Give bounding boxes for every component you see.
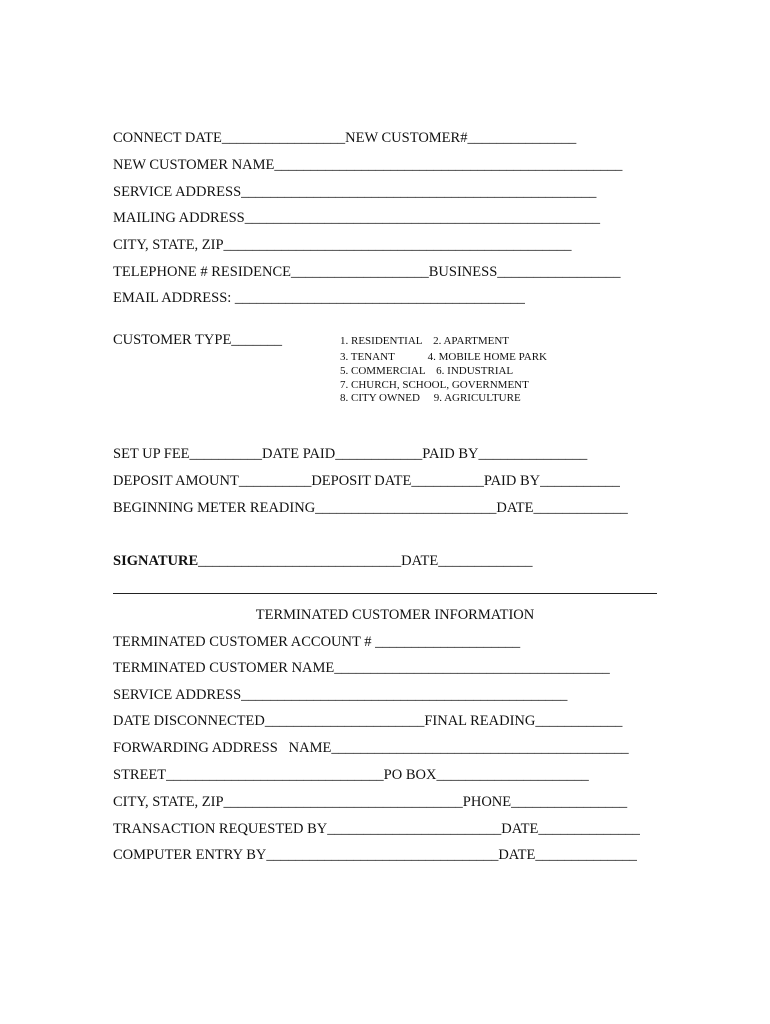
street-row: STREET______________________________PO BOX_____________________	[113, 767, 589, 783]
mailing-address-row: MAILING ADDRESS_________________________________________________	[113, 210, 600, 226]
meter-reading-row: BEGINNING METER READING_________________________DATE_____________	[113, 500, 628, 516]
new-customer-name-row: NEW CUSTOMER NAME________________________________________________	[113, 157, 623, 173]
customer-type-option: 5. COMMERCIAL 6. INDUSTRIAL	[340, 365, 514, 377]
date-disconnected-row: DATE DISCONNECTED______________________FINAL READING____________	[113, 713, 623, 729]
terminated-city-state-zip-row: CITY, STATE, ZIP_________________________________PHONE________________	[113, 794, 628, 810]
deposit-row: DEPOSIT AMOUNT__________DEPOSIT DATE__________PAID BY___________	[113, 473, 620, 489]
terminated-heading: TERMINATED CUSTOMER INFORMATION	[255, 607, 535, 623]
customer-type-label: CUSTOMER TYPE_______	[113, 332, 283, 348]
terminated-service-address-row: SERVICE ADDRESS_____________________________________________	[113, 687, 568, 703]
transaction-requested-row: TRANSACTION REQUESTED BY________________________DATE______________	[113, 821, 640, 837]
signature-row	[113, 552, 532, 570]
setup-fee-row: SET UP FEE__________DATE PAID____________PAID BY_______________	[113, 446, 588, 462]
terminated-account-row: TERMINATED CUSTOMER ACCOUNT # ____________________	[113, 634, 521, 650]
email-row: EMAIL ADDRESS: ________________________________________	[113, 290, 525, 306]
customer-type-option: 8. CITY OWNED 9. AGRICULTURE	[340, 392, 521, 404]
telephone-row: TELEPHONE # RESIDENCE___________________BUSINESS_________________	[113, 264, 621, 280]
customer-type-option: 7. CHURCH, SCHOOL, GOVERNMENT	[340, 379, 529, 391]
service-address-row: SERVICE ADDRESS_________________________________________________	[113, 184, 597, 200]
customer-type-option: 1. RESIDENTIAL 2. APARTMENT	[340, 335, 510, 347]
signature-line: ____________________________DATE_____________	[198, 553, 533, 569]
computer-entry-row: COMPUTER ENTRY BY________________________________DATE______________	[113, 847, 637, 863]
connect-date-row: CONNECT DATE_________________NEW CUSTOMER#_______________	[113, 130, 577, 146]
signature-label: SIGNATURE	[113, 553, 199, 569]
customer-type-option: 3. TENANT 4. MOBILE HOME PARK	[340, 351, 547, 363]
forwarding-address-row: FORWARDING ADDRESS NAME_________________________________________	[113, 740, 629, 756]
terminated-name-row: TERMINATED CUSTOMER NAME______________________________________	[113, 660, 610, 676]
city-state-zip-row: CITY, STATE, ZIP________________________________________________	[113, 237, 572, 253]
section-divider	[113, 593, 657, 594]
